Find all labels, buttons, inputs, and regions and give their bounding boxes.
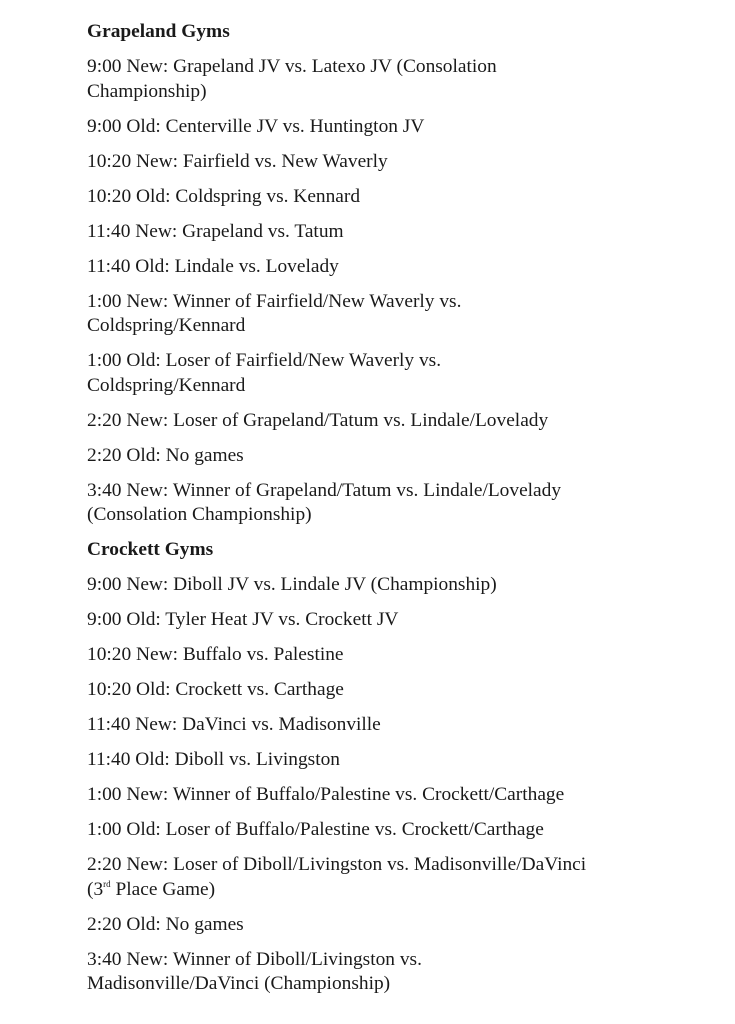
schedule-document — [87, 20, 707, 1007]
schedule-entry: 11:40 New: DaVinci vs. Madisonville — [87, 714, 381, 735]
schedule-entry: 3:40 New: Winner of Diboll/Livingston vs. Madisonville/DaVinci (Championship) — [87, 948, 422, 994]
section-grapeland — [87, 20, 707, 528]
schedule-entry: 2:20 Old: No games — [87, 444, 244, 466]
schedule-entry: 1:00 New: Winner of Fairfield/New Waverly vs. Coldspring/Kennard — [87, 290, 462, 336]
schedule-entry: 3:40 New: Winner of Grapeland/Tatum vs. Lindale/Lovelady (Consolation Championship) — [87, 479, 562, 525]
section-crockett — [87, 538, 707, 997]
schedule-entry: 1:00 Old: Loser of Buffalo/Palestine vs. Crockett/Carthage — [87, 819, 544, 840]
ordinal-suffix: rd — [103, 878, 111, 889]
schedule-entry: 11:40 New: Grapeland vs. Tatum — [87, 220, 344, 242]
schedule-entry: 1:00 New: Winner of Buffalo/Palestine vs. Crockett/Carthage — [87, 784, 565, 805]
schedule-entry: 9:00 Old: Tyler Heat JV vs. Crockett JV — [87, 609, 399, 630]
schedule-entry: 9:00 New: Diboll JV vs. Lindale JV (Championship) — [87, 574, 497, 595]
schedule-entry: 11:40 Old: Diboll vs. Livingston — [87, 749, 340, 770]
schedule-entry: 10:20 Old: Coldspring vs. Kennard — [87, 185, 361, 207]
schedule-entry: 11:40 Old: Lindale vs. Lovelady — [87, 255, 339, 277]
schedule-entry: 9:00 Old: Centerville JV vs. Huntington JV — [87, 115, 425, 137]
third-place-close: Place Game) — [110, 878, 216, 900]
schedule-entry: 10:20 New: Buffalo vs. Palestine — [87, 644, 344, 665]
section-heading: Grapeland Gyms — [87, 21, 230, 42]
third-place-open: (3 — [87, 878, 104, 900]
schedule-entry: 2:20 New: Loser of Grapeland/Tatum vs. Lindale/Lovelady — [87, 409, 549, 431]
schedule-entry: 10:20 New: Fairfield vs. New Waverly — [87, 150, 388, 172]
section-heading: Crockett Gyms — [87, 539, 214, 560]
entry-text: 2:20 New: Loser of Diboll/Livingston vs. Madisonville/DaVinci — [87, 854, 587, 875]
schedule-entry-third-place — [87, 853, 707, 902]
schedule-entry: 10:20 Old: Crockett vs. Carthage — [87, 679, 344, 700]
schedule-entry: 2:20 Old: No games — [87, 913, 244, 935]
schedule-entry: 1:00 Old: Loser of Fairfield/New Waverly vs. Coldspring/Kennard — [87, 350, 442, 396]
schedule-entry: 9:00 New: Grapeland JV vs. Latexo JV (Consolation Championship) — [87, 56, 497, 102]
